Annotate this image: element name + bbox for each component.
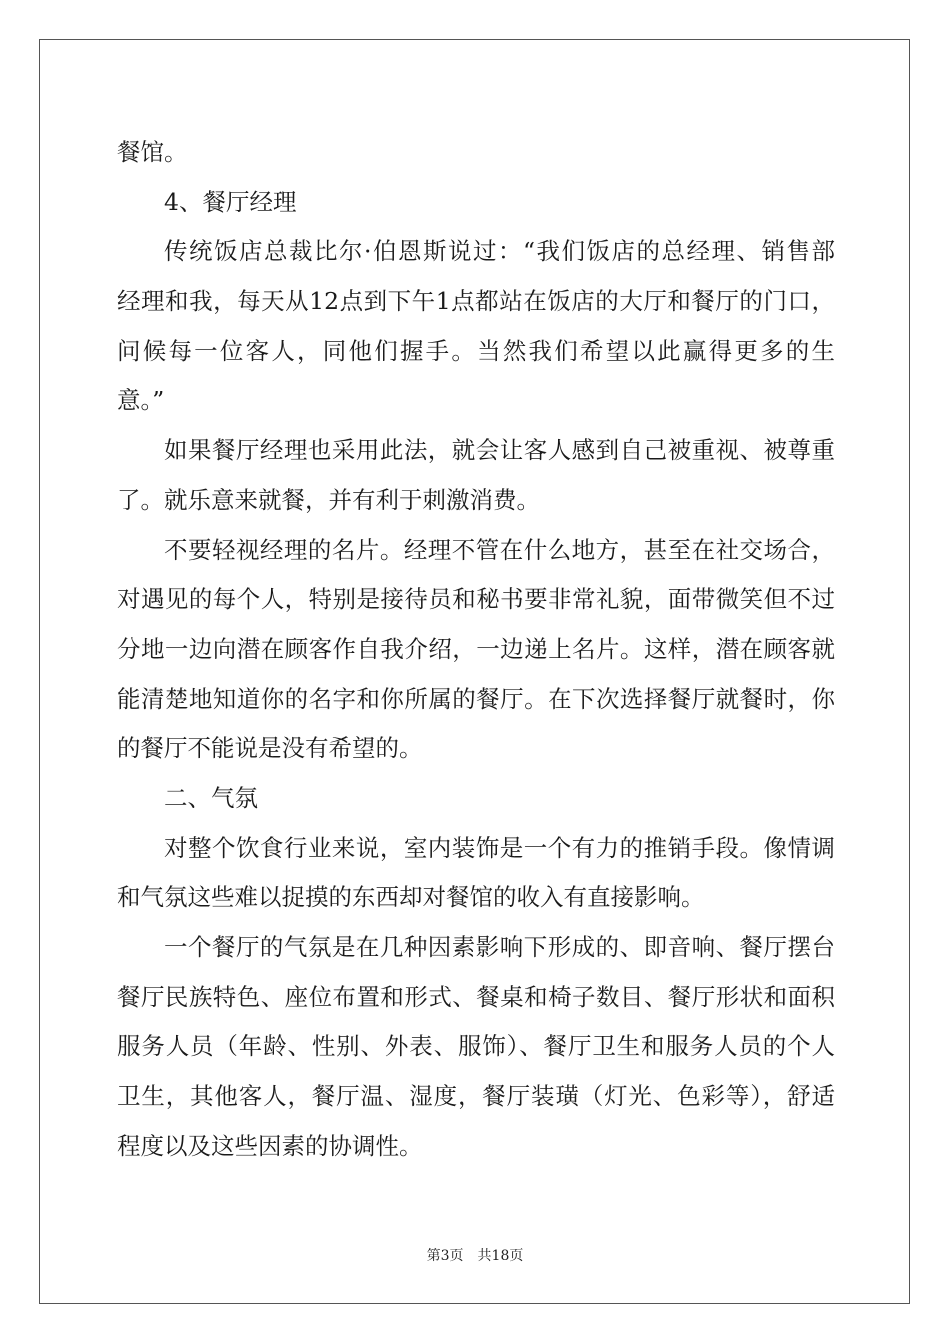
line-7: 如果餐厅经理也采用此法，就会让客人感到自己被重视、被尊重 bbox=[164, 436, 835, 465]
line-13: 的餐厅不能说是没有希望的。 bbox=[117, 734, 423, 763]
document-body bbox=[117, 128, 835, 1171]
line-20: 卫生，其他客人，餐厅温、湿度，餐厅装璜（灯光、色彩等），舒适 bbox=[117, 1082, 835, 1111]
line-6: 意。” bbox=[117, 386, 165, 415]
line-11: 分地一边向潜在顾客作自我介绍，一边递上名片。这样，潜在顾客就 bbox=[117, 634, 835, 663]
line-17: 一个餐厅的气氛是在几种因素影响下形成的、即音响、餐厅摆台 bbox=[164, 933, 835, 961]
line-15: 对整个饮食行业来说，室内装饰是一个有力的推销手段。像情调 bbox=[164, 833, 835, 862]
line-3: 传统饭店总裁比尔·伯恩斯说过：“我们饭店的总经理、销售部 bbox=[164, 237, 835, 266]
line-12: 能清楚地知道你的名字和你所属的餐厅。在下次选择餐厅就餐时，你 bbox=[117, 684, 835, 713]
line-1: 餐馆。 bbox=[117, 138, 188, 166]
line-14: 二、气氛 bbox=[164, 783, 258, 812]
line-16: 和气氛这些难以捉摸的东西却对餐馆的收入有直接影响。 bbox=[117, 883, 705, 912]
line-18: 餐厅民族特色、座位布置和形式、餐桌和椅子数目、餐厅形状和面积 bbox=[117, 982, 835, 1011]
line-2: 4、餐厅经理 bbox=[164, 187, 297, 216]
line-4: 经理和我，每天从12点到下午1点都站在饭店的大厅和餐厅的门口， bbox=[117, 287, 835, 316]
line-21: 程度以及这些因素的协调性。 bbox=[117, 1131, 423, 1160]
page-number: 第3页 bbox=[426, 1248, 464, 1264]
line-8: 了。就乐意来就餐，并有利于刺激消费。 bbox=[117, 485, 540, 514]
line-19: 服务人员（年龄、性别、外表、服饰）、餐厅卫生和服务人员的个人 bbox=[117, 1032, 835, 1061]
page-footer bbox=[0, 1246, 950, 1266]
line-9: 不要轻视经理的名片。经理不管在什么地方，甚至在社交场合， bbox=[164, 535, 835, 564]
total-pages: 共18页 bbox=[477, 1248, 524, 1264]
line-5: 问候每一位客人，同他们握手。当然我们希望以此赢得更多的生 bbox=[117, 336, 835, 365]
line-10: 对遇见的每个人，特别是接待员和秘书要非常礼貌，面带微笑但不过 bbox=[117, 585, 835, 614]
